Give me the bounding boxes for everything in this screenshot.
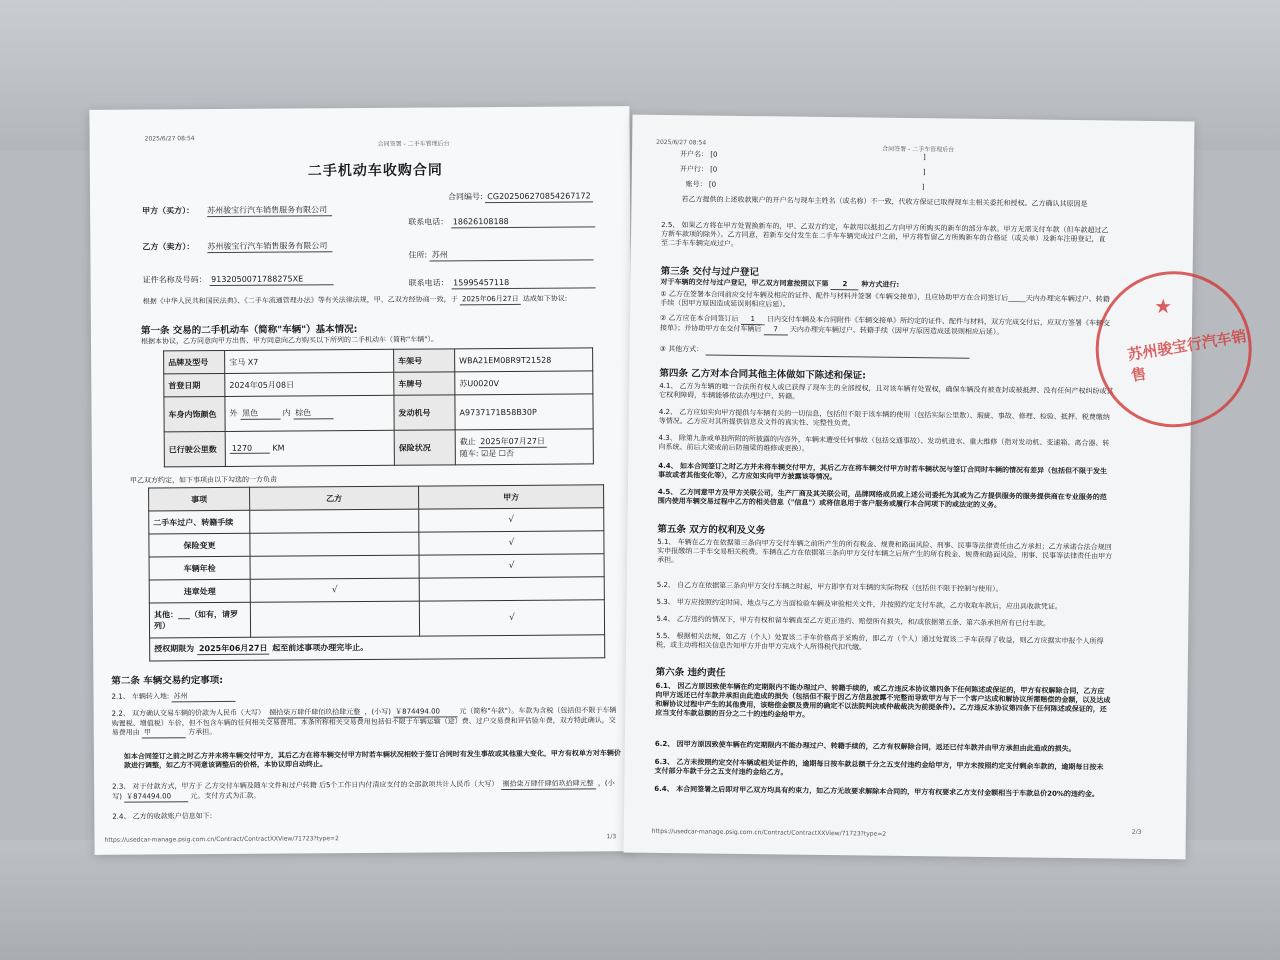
clause-3-1: ① 乙方在签署本合同前应交付车辆及相应的证件、配件与材料并签署《车辆交接单》，且应协助甲方在合同签订后_____天内办理完车辆过户、转籍手续（因甲方原因造成延误则相应后延）。 xyxy=(660,289,1110,309)
clause-5-2: 5.2、 自乙方在依据第三条向甲方交付车辆之时起，甲方即享有对车辆的实际物权（包括但不限于控制与使用）。 xyxy=(656,580,1003,594)
clause-text: 2.3、 对于付款方式，甲方于 乙方交付车辆及随车文件和过户转籍 后5个工作日内付清应支付的全部款项共计人民币（大写） xyxy=(112,780,499,791)
seal-star-icon: ★ xyxy=(1154,293,1173,319)
yes-label: 是 xyxy=(488,448,497,458)
clause-5-5: 5.5、 根据相关法规，如乙方（个人）处置该二手车价格高于采购价，即乙方（个人）通过处置该二手车获得了收益，则乙方应据实申报个人所得税，或主动将相关信息告知甲方并由甲方完成个人所得税代扣代缴。 xyxy=(656,631,1104,652)
duty-item: 车辆年检 xyxy=(149,556,250,580)
duty-table xyxy=(148,484,605,661)
vehicle-value: 2024年05月08日 xyxy=(225,372,394,396)
preamble-end: 达成如下协议: xyxy=(522,294,568,303)
clause-2-1 xyxy=(111,692,235,703)
party-b-phone-value: 15995457118 xyxy=(451,277,595,289)
clause-text: 方承担。 xyxy=(188,728,217,737)
page-date: 2025/6/27 08:54 xyxy=(656,138,707,147)
vehicle-table xyxy=(163,347,594,467)
vehicle-label: 车架号 xyxy=(394,349,455,372)
color-prefix: 内 xyxy=(282,408,291,418)
delivery-option: 2 xyxy=(831,280,859,290)
vehicle-label: 品牌及型号 xyxy=(164,350,225,373)
insurance-date: 2025年07月27日 xyxy=(478,435,547,447)
transfer-city: 苏州 xyxy=(171,692,235,702)
section-3-title: 第三条 交付与过户登记 xyxy=(660,265,759,279)
account-name-label: 开户名： xyxy=(680,150,709,159)
duty-check-a: √ xyxy=(419,531,604,555)
section-1-title: 第一条 交易的二手机动车（简称"车辆"）基本情况: xyxy=(140,324,358,337)
clause-2-3 xyxy=(112,779,622,803)
clause-5-3: 5.3、 甲方应按照约定时间、地点与乙方当面检验车辆及审验相关文件，并按照约定支付车款，乙方收取车款后，应出具收款凭证。 xyxy=(656,597,1062,611)
duty-check-b xyxy=(250,509,419,533)
duty-intro: 甲乙双方约定，如下事项由以下勾选的一方负责 xyxy=(129,475,278,485)
vehicle-value: 宝马 X7 xyxy=(225,349,394,373)
vehicle-value: WBA21EM08R9T21528 xyxy=(455,348,593,372)
vehicle-label: 保险状况 xyxy=(394,430,455,465)
account-name: 开户名： [0 ] xyxy=(680,150,926,162)
duty-item: 保险变更 xyxy=(149,533,250,557)
color-prefix: 外 xyxy=(229,408,238,418)
clause-text: ，(小写) xyxy=(364,707,391,716)
clause-text: 天内办理完车辆过户、转籍手续（因甲方原因造成延误则相应后延）。 xyxy=(789,325,1004,337)
interior-color: 棕色 xyxy=(293,407,333,419)
vehicle-value: A9737171B58B30P xyxy=(455,394,593,430)
duty-check-a: √ xyxy=(419,508,604,532)
contract-title: 二手机动车收购合同 xyxy=(307,162,443,180)
account-note: 若乙方提供的上述收款账户的开户名与现车主姓名（或名称）不一致，代收方保证已取得现车主相关委托和授权。乙方确认其原因是 xyxy=(681,195,1088,209)
vehicle-insurance xyxy=(455,429,593,465)
clause-2-5: 2.5、 如果乙方将在甲方处置换新车的，甲、乙双方约定，车款用以抵扣乙方向甲方所购买的新车的部分车款。甲方无需支付车款（但车款超过乙方新车款项的除外）。乙方同意，若新车交付发生在二手车车辆完成过户之前，甲方将暂留乙方所购新车的合格证（或关单）及新车注册登记，直至二手车车辆完成过户。 xyxy=(660,220,1109,248)
preamble-date: 2025年06月27日 xyxy=(460,295,521,305)
section-3-text: 种方式进行: xyxy=(861,280,900,289)
clause-4-1: 4.1、 乙方为车辆的唯一合法所有权人或已获得了现车主的全部授权，且对该车辆有处置权，确保车辆没有被查封或被抵押、没有任何产权纠纷或其它权利障碍，车辆能够依法办理过户、转籍。 xyxy=(659,381,1114,401)
clause-5-4: 5.4、 乙方违约的情况下，甲方有权和留车辆直至乙方更正违约、赔偿所有损失，和/或依据第五条、第六条承担所有已付车款。 xyxy=(656,614,1051,628)
clause-6-4: 6.4、 本合同签署之后即对甲乙双方均具有约束力，如乙方无故要求解除本合同的，甲方有权要求乙方支付金额相当于车款总价20%的违约金。 xyxy=(654,784,1099,799)
clause-text: 元（简称"车款"）。车款为含税（包括但不限于车辆购置税、增值税）车价，但不包含车辆的任何相关交易费用。本条所称相关交易费用包括但不限于车辆运输（途）费、过户交易费和评估验车费，双方特此确认，交易费用由 xyxy=(111,706,617,737)
insurance-prefix: 截止 xyxy=(459,436,476,446)
party-a-name: 苏州骏宝行汽车销售服务有限公司 xyxy=(207,205,332,217)
clause-3-3 xyxy=(660,345,970,359)
footer-url[interactable]: https://usedcar-manage.psig.com.cn/Contract/ContractXXView/71723?type=2 xyxy=(651,827,887,838)
party-b-address xyxy=(408,249,593,261)
page-header: 合同签署 - 二手车管理后台 xyxy=(377,140,450,148)
transfer-days: 7 xyxy=(764,325,788,335)
clause-text: ② 乙方应在本合同签订后 xyxy=(659,313,739,323)
clause-4-2: 4.2、 乙方应如实向甲方提供与车辆有关的一切信息，包括但不限于该车辆的使用（包括实际公里数）、瑕疵、事故、修理、检验、抵押、税费缴纳等情况。乙方应对其所提供信息及文件的真实性、完整性负责。 xyxy=(658,407,1110,428)
contract-no xyxy=(448,191,593,203)
party-a-label: 甲方（买方）： xyxy=(142,206,195,216)
clause-text: 元。支付方式为汇款。 xyxy=(190,791,261,801)
duty-item: 其他：___（如有，请罗列） xyxy=(149,602,250,638)
duty-item: 违章处理 xyxy=(149,579,250,603)
vehicle-label: 首登日期 xyxy=(164,373,225,396)
address-value: 苏州 xyxy=(430,249,594,261)
party-a-phone-label: 联系电话： xyxy=(408,217,449,227)
section-2-title: 第二条 车辆交易约定事项: xyxy=(111,674,224,687)
party-b-phone-label: 联系电话： xyxy=(408,278,449,288)
section-3-intro xyxy=(660,278,899,291)
duty-check-b xyxy=(250,555,419,579)
account-bank-value: 0 xyxy=(712,165,718,174)
clause-6-2: 6.2、 因甲方原因致使车辆在约定期限内不能办理过户、转籍手续的，乙方有权解除合同，返还已付车款并由甲方承担由此造成的损失。 xyxy=(654,739,1076,754)
auth-prefix: 授权期限为 xyxy=(154,644,195,654)
account-number: 账号： [0 ] xyxy=(685,180,925,192)
account-bank-label: 开户行： xyxy=(679,165,708,174)
follow-label: 随车: xyxy=(459,448,479,458)
vehicle-label: 已行驶公里数 xyxy=(164,431,225,466)
payment-number: ￥874494.00 xyxy=(124,792,188,802)
duty-check-a: √ xyxy=(419,554,604,578)
id-label: 证件名称及号码： xyxy=(142,275,207,285)
footer-url[interactable]: https://usedcar-manage.psig.com.cn/Contract/ContractXXView/71723?type=2 xyxy=(104,835,339,844)
clause-6-1: 6.1、 因乙方原因致使车辆在约定期限内不能办理过户、转籍手续的，或乙方违反本协议第四条下任何陈述或保证的，甲方有权解除合同，乙方应向甲方返还已付车款并承担由此造成的损失（包括但不限于因乙方信息披露不完整而导致甲方与下一个客户达成和解协议所需赔偿的金额，以及达成和解协议过程中产生的其他费用，该赔偿金额及费用的确定不以法院判决或仲裁裁决为前提条件）。乙方违反本协议第四条下任何陈述或保证的，还应当支付车款总额的百分之二十的违约金给甲方。 xyxy=(655,681,1111,719)
mileage-value: 1270 xyxy=(230,444,270,454)
duty-item: 二手车过户、转籍手续 xyxy=(149,510,250,534)
duty-check-a xyxy=(419,577,604,601)
vehicle-label: 车牌号 xyxy=(394,372,455,395)
checkbox-no[interactable]: ☐ xyxy=(498,448,506,458)
preamble-text: 根据《中华人民共和国民法典》、《二手车流通管理办法》等有关法律法规，甲、乙双方经协商一致，于 xyxy=(142,295,458,306)
section-6-title: 第六条 违约责任 xyxy=(655,666,726,679)
section-1-intro: 根据本协议，乙方同意向甲方出售、甲方同意向乙方购买以下所列的二手机动车（简称"车辆"）。 xyxy=(140,335,438,346)
duty-header: 甲方 xyxy=(419,485,604,509)
clause-3-2 xyxy=(660,314,1110,339)
company-seal-stamp xyxy=(1095,270,1253,428)
fee-payer: 甲 xyxy=(142,728,186,738)
exterior-color: 黑色 xyxy=(240,408,280,420)
clause-2-2 xyxy=(112,706,622,739)
contract-page-1 xyxy=(89,106,634,855)
contract-no-label: 合同编号: xyxy=(447,192,483,202)
account-number-value: 0 xyxy=(711,180,717,189)
address-label: 住所: xyxy=(408,250,428,260)
section-5-title: 第五条 双方的权利及义务 xyxy=(657,523,766,537)
vehicle-mileage xyxy=(225,430,394,466)
mileage-unit: KM xyxy=(272,443,285,453)
authorization-row xyxy=(150,635,605,661)
preamble xyxy=(143,295,568,308)
duty-check-b xyxy=(250,532,419,556)
price-number: ￥874494.00 xyxy=(393,707,457,717)
vehicle-color xyxy=(225,395,394,431)
account-name-value: 0 xyxy=(712,150,718,159)
duty-check-b xyxy=(250,601,419,637)
party-b-label: 乙方（卖方）： xyxy=(142,242,195,252)
clause-text: 日内交付车辆及本合同附件《车辆交接单》所约定的证件、配件与材料，双方完成交付后，应双方签署《车辆交接单》；并协助甲方在交付车辆后 xyxy=(659,315,1111,334)
clause-4-4: 4.4、 如本合同签订之时乙方并未将车辆交付甲方，其后乙方在将车辆交付甲方时若车辆状况与签订合同时车辆的情况有差异（包括但不限于发生事故或者其他变化等），乙方应如实向甲方披露该等情况。 xyxy=(658,461,1108,482)
id-row xyxy=(143,274,334,286)
clause-text: 2.2、 双方确认交易车辆的价款为人民币（大写） xyxy=(111,708,266,718)
vehicle-label: 车身内饰颜色 xyxy=(164,396,225,431)
contract-no-value: CG202506270854267172 xyxy=(485,191,592,203)
duty-header: 乙方 xyxy=(250,486,419,510)
clause-6-3: 6.3、 乙方未按照约定交付车辆或相关证件的，逾期每日按车款总额千分之五支付违约金给甲方，甲方未按照约定支付剩余车款的，逾期每日按未支付部分车款千分之五支付违约金给乙方。 xyxy=(654,757,1104,777)
vehicle-label: 发动机号 xyxy=(394,395,455,430)
section-4-title: 第四条 乙方对本合同其他主体做如下陈述和保证: xyxy=(659,367,867,382)
clause-4-5: 4.5、 乙方同意甲方及甲方关联公司，生产厂商及其关联公司，品牌网络成员或上述公司委托为其或为乙方提供服务的服务提供商在专业服务的范围内使用车辆交易过程中乙方的相关信息（"信息"）或将信息用于客户服务或履行本合同项下的或法定的义务。 xyxy=(657,487,1107,510)
section-3-text: 对于车辆的交付与过户登记，甲乙双方同意按照以下第 xyxy=(660,277,829,289)
clause-5-1: 5.1、 车辆在乙方在依据第三条向甲方交付车辆之前所产生的所有税金、规费和路面风险、刑事、民事等法律责任由乙方承担；乙方承诺合法合规回实申报缴纳二手车交易相关税费。车辆在乙方在依据第三条向甲方交付车辆之后所产生的所有税金、规费和路面风险、刑事、民事等法律责任由甲方承担。 xyxy=(657,537,1113,565)
party-a-phone-value: 18626108188 xyxy=(451,216,595,228)
duty-header: 事项 xyxy=(149,487,250,511)
clause-text: ，(小写) xyxy=(112,779,615,801)
id-value: 9132050071788275XE xyxy=(209,274,333,286)
page-date: 2025/6/27 08:54 xyxy=(144,135,195,143)
clause-2-bold: 如本合同签订之前之时乙方并未将车辆交付甲方，其后乙方在将车辆交付甲方时若车辆状况相较于签订合同时有发生事故或其他重大变化，甲方有权单方对车辆价款进行调整，如乙方不同意该调整后的价格，本协议即自动终止。 xyxy=(123,749,621,770)
seal-text: 苏州骏宝行汽车销售 xyxy=(1126,326,1248,385)
account-bank: 开户行： [0 ] xyxy=(679,165,926,177)
clause-text: 2.1、 车辆转入地: xyxy=(111,692,170,701)
contract-page-2 xyxy=(624,115,1248,860)
clause-4-3: 4.3、 除第九条或单独所附的所披露的内容外，车辆未遭受任何事故（包括交通事故）、发动机进水、重大维修（指对发动机、变速箱、离合器、转向系统、前后大梁或前后防撞梁的维修或更换）。 xyxy=(658,433,1110,453)
auth-suffix: 起至前述事项办理完毕止。 xyxy=(272,642,369,653)
clause-2-4: 2.4、 乙方的收款账户信息如下: xyxy=(112,812,213,821)
duty-check-b: √ xyxy=(250,578,419,602)
page-header: 合同签署 - 二手车管理后台 xyxy=(882,145,955,154)
no-label: 否 xyxy=(505,448,514,458)
party-b-name: 苏州骏宝行汽车销售服务有限公司 xyxy=(207,241,332,253)
footer-page: 1/3 xyxy=(606,833,617,841)
duty-check-a: √ xyxy=(419,600,604,636)
clause-text: ③ 其他方式： xyxy=(659,344,704,354)
auth-date: 2025年06月27日 xyxy=(197,643,270,656)
price-chinese: 捌拾柒万肆仟肆佰玖拾肆元整 xyxy=(267,708,362,719)
account-number-label: 账号： xyxy=(685,180,707,189)
vehicle-value: 苏U0020V xyxy=(455,371,593,395)
footer-page: 2/3 xyxy=(1131,828,1142,836)
delivery-days: 1 xyxy=(741,315,765,325)
party-b-phone xyxy=(409,277,596,289)
payment-chinese: 捌拾柒万肆仟肆佰玖拾肆元整 xyxy=(501,779,596,790)
checkbox-yes[interactable]: ☑ xyxy=(481,448,489,458)
party-a-phone xyxy=(408,216,595,228)
